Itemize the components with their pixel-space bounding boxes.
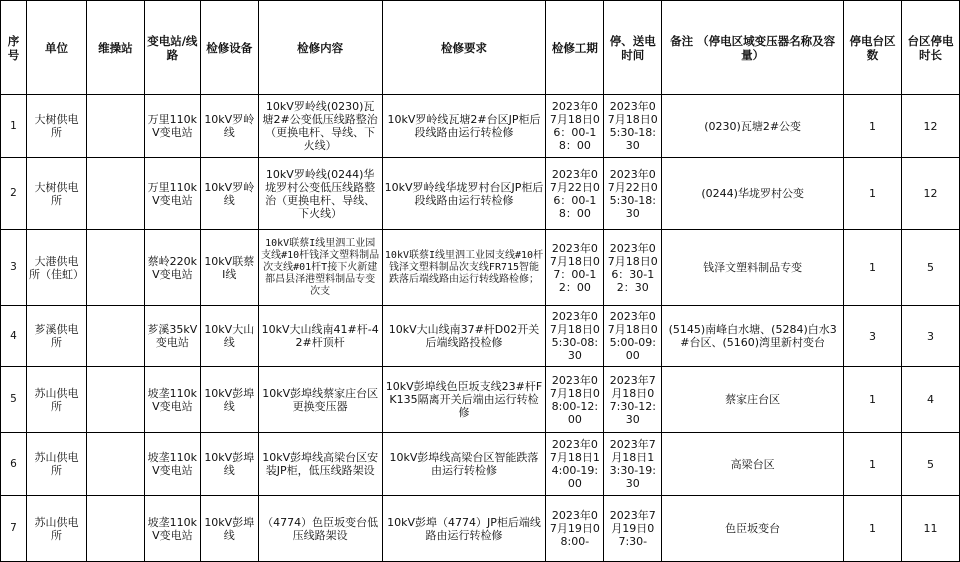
cell-period: 2023年07月18日14:00-19:00 <box>546 433 604 496</box>
cell-outage-time: 2023年7月18日13:30-19:30 <box>604 433 662 496</box>
cell-remarks: (0230)瓦塘2#公变 <box>662 95 844 158</box>
header-seq: 序号 <box>1 1 27 95</box>
cell-outage-time: 2023年7月18日07:30-12:30 <box>604 367 662 433</box>
cell-unit: 芗溪供电所 <box>26 306 86 367</box>
table-row <box>1 230 960 306</box>
cell-areas: 1 <box>844 367 902 433</box>
cell-outage-time: 2023年07月18日05:00-09:00 <box>604 306 662 367</box>
cell-areas: 3 <box>844 306 902 367</box>
header-areas: 停电台区数 <box>844 1 902 95</box>
cell-areas: 1 <box>844 433 902 496</box>
header-requirement: 检修要求 <box>382 1 546 95</box>
cell-content: 10kV罗岭线(0230)瓦塘2#公变低压线路整治（更换电杆、导线、下火线） <box>258 95 382 158</box>
cell-areas: 1 <box>844 230 902 306</box>
cell-equipment: 10kV彭埠线 <box>200 367 258 433</box>
cell-substation: 坡垄110kV变电站 <box>144 433 200 496</box>
cell-remarks: 钱泽文塑料制品专变 <box>662 230 844 306</box>
cell-equipment: 10kV大山线 <box>200 306 258 367</box>
cell-requirement: 10kV彭埠（4774）JP柜后端线路由运行转检修 <box>382 496 546 562</box>
cell-team <box>86 496 144 562</box>
cell-team <box>86 306 144 367</box>
cell-requirement: 10kV大山线南37#杆D02开关后端线路投检修 <box>382 306 546 367</box>
cell-remarks: (0244)华垅罗村公变 <box>662 158 844 230</box>
header-unit: 单位 <box>26 1 86 95</box>
cell-duration: 4 <box>901 367 959 433</box>
cell-outage-time: 2023年07月18日06：30-12：30 <box>604 230 662 306</box>
header-equipment: 检修设备 <box>200 1 258 95</box>
cell-period: 2023年07月22日06：00-18：00 <box>546 158 604 230</box>
cell-content: 10kV彭埠线高梁台区安装JP柜，低压线路架设 <box>258 433 382 496</box>
cell-duration: 11 <box>901 496 959 562</box>
header-remarks: 备注 （停电区域变压器名称及容量） <box>662 1 844 95</box>
cell-substation: 蔡岭220kV变电站 <box>144 230 200 306</box>
cell-unit: 大树供电所 <box>26 95 86 158</box>
cell-requirement: 10kV罗岭线华垅罗村台区JP柜后段线路由运行转检修 <box>382 158 546 230</box>
table-row <box>1 158 960 230</box>
cell-areas: 1 <box>844 95 902 158</box>
cell-content: 10kV大山线南41#杆-42#杆顶杆 <box>258 306 382 367</box>
header-substation: 变电站/线路 <box>144 1 200 95</box>
cell-period: 2023年07月18日07：00-12：00 <box>546 230 604 306</box>
cell-areas: 1 <box>844 158 902 230</box>
cell-equipment: 10kV联蔡I线 <box>200 230 258 306</box>
cell-substation: 万里110kV变电站 <box>144 158 200 230</box>
cell-seq: 7 <box>1 496 27 562</box>
cell-equipment: 10kV罗岭线 <box>200 158 258 230</box>
cell-content: （4774）色臣坂变台低压线路架设 <box>258 496 382 562</box>
cell-unit: 苏山供电所 <box>26 496 86 562</box>
header-content: 检修内容 <box>258 1 382 95</box>
cell-content: 10kV罗岭线(0244)华垅罗村公变低压线路整治（更换电杆、导线、下火线） <box>258 158 382 230</box>
cell-equipment: 10kV罗岭线 <box>200 95 258 158</box>
table-row <box>1 95 960 158</box>
table-row <box>1 367 960 433</box>
cell-team <box>86 433 144 496</box>
header-period: 检修工期 <box>546 1 604 95</box>
cell-requirement: 10kV彭埠线高梁台区智能跌落由运行转检修 <box>382 433 546 496</box>
cell-seq: 6 <box>1 433 27 496</box>
cell-team <box>86 158 144 230</box>
table-row <box>1 306 960 367</box>
header-row <box>1 1 960 95</box>
cell-seq: 3 <box>1 230 27 306</box>
cell-outage-time: 2023年7月19日07:30- <box>604 496 662 562</box>
cell-duration: 5 <box>901 230 959 306</box>
cell-seq: 2 <box>1 158 27 230</box>
cell-unit: 苏山供电所 <box>26 433 86 496</box>
cell-seq: 4 <box>1 306 27 367</box>
cell-duration: 5 <box>901 433 959 496</box>
cell-unit: 苏山供电所 <box>26 367 86 433</box>
cell-requirement: 10kV彭埠线色臣坂支线23#杆FK135隔离开关后端由运行转检修 <box>382 367 546 433</box>
cell-content: 10kV彭埠线蔡家庄台区更换变压器 <box>258 367 382 433</box>
cell-substation: 坡垄110kV变电站 <box>144 496 200 562</box>
cell-equipment: 10kV彭埠线 <box>200 433 258 496</box>
cell-team <box>86 95 144 158</box>
cell-remarks: (5145)南峰白水塘、(5284)白水3#台区、(5160)湾里新村变台 <box>662 306 844 367</box>
cell-equipment: 10kV彭埠线 <box>200 496 258 562</box>
cell-seq: 5 <box>1 367 27 433</box>
header-outage-time: 停、送电时间 <box>604 1 662 95</box>
cell-period: 2023年07月18日06：00-18：00 <box>546 95 604 158</box>
cell-unit: 大树供电所 <box>26 158 86 230</box>
cell-period: 2023年07月19日08:00- <box>546 496 604 562</box>
cell-team <box>86 367 144 433</box>
header-duration: 台区停电时长 <box>901 1 959 95</box>
cell-remarks: 色臣坂变台 <box>662 496 844 562</box>
cell-requirement: 10kV联蔡I线里泗工业园支线#10杆钱泽文塑料制品次支线FR715智能跌落后端线路由运行转线路检修； <box>382 230 546 306</box>
cell-period: 2023年07月18日08:00-12:00 <box>546 367 604 433</box>
cell-substation: 芗溪35kV变电站 <box>144 306 200 367</box>
cell-unit: 大港供电所（佳虹） <box>26 230 86 306</box>
cell-remarks: 蔡家庄台区 <box>662 367 844 433</box>
table-row <box>1 433 960 496</box>
cell-outage-time: 2023年07月22日05:30-18:30 <box>604 158 662 230</box>
cell-substation: 坡垄110kV变电站 <box>144 367 200 433</box>
cell-substation: 万里110kV变电站 <box>144 95 200 158</box>
cell-duration: 12 <box>901 95 959 158</box>
cell-team <box>86 230 144 306</box>
table-row <box>1 496 960 562</box>
cell-seq: 1 <box>1 95 27 158</box>
cell-content: 10kV联蔡I线里泗工业园支线#10杆钱泽文塑料制品次支线#01杆T接下火新建都昌县泽港塑料制品专变次支 <box>258 230 382 306</box>
header-team: 维操站 <box>86 1 144 95</box>
cell-period: 2023年07月18日05:30-08:30 <box>546 306 604 367</box>
cell-requirement: 10kV罗岭线瓦塘2#台区JP柜后段线路由运行转检修 <box>382 95 546 158</box>
cell-remarks: 高梁台区 <box>662 433 844 496</box>
cell-duration: 3 <box>901 306 959 367</box>
cell-outage-time: 2023年07月18日05:30-18:30 <box>604 95 662 158</box>
cell-duration: 12 <box>901 158 959 230</box>
cell-areas: 1 <box>844 496 902 562</box>
